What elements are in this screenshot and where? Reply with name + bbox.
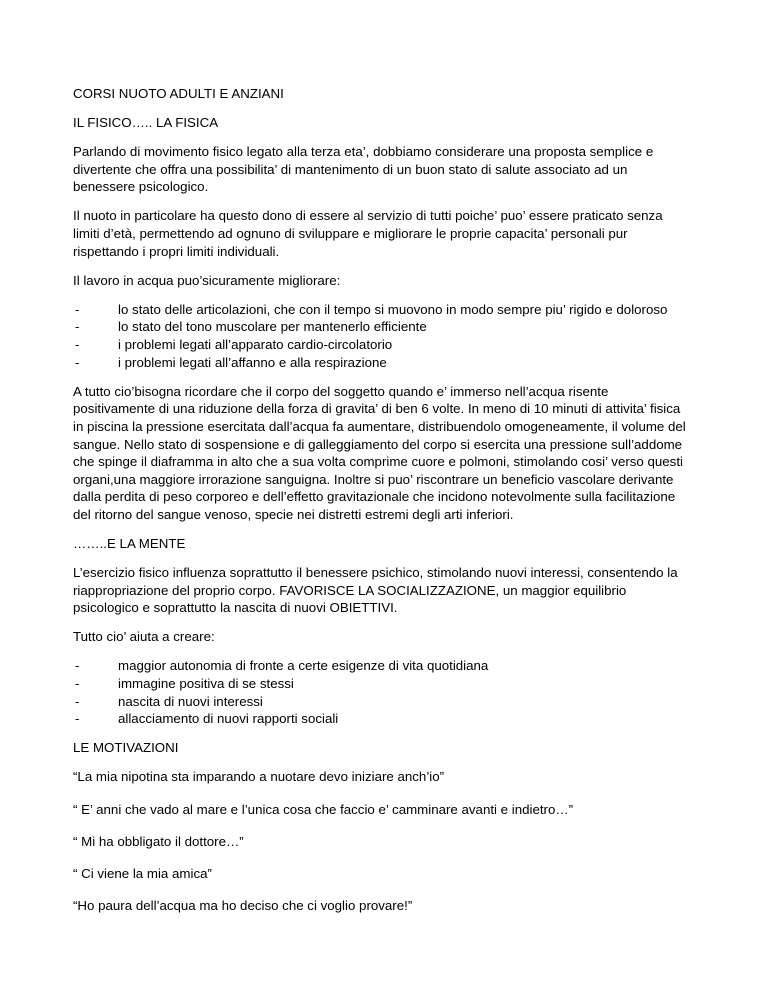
mind-benefits-list — [73, 657, 692, 727]
list-item: - immagine positiva di se stessi — [75, 676, 294, 692]
paragraph-esercizio: L’esercizio fisico influenza soprattutto il benessere psichico, stimolando nuovi interessi, consentendo la riappropriazione del proprio corpo. FAVORISCE LA SOCIALIZZAZIONE, un maggior equilibrio psicologico e soprattutto la nascita di nuovi OBIETTIVI. — [73, 565, 678, 616]
list-item: - i problemi legati all’affanno e alla respirazione — [75, 354, 387, 370]
quote-line: “ E’ anni che vado al mare e l’unica cosa che faccio e’ camminare avanti e indietro…” — [73, 801, 574, 817]
quote-line: “Ho paura dell’acqua ma ho deciso che ci voglio provare!” — [73, 897, 413, 913]
paragraph-gravita: A tutto cio’bisogna ricordare che il corpo del soggetto quando e’ immerso nell’acqua risente positivamente di una riduzione della forza di gravita’ di ben 6 volte. In meno di 10 minuti di attivita’ fisica in piscina la pressione esercitata dall’acqua fa aumentare, distribuendolo omogeneamente, il volume del sangue. Nello stato di sospensione e di galleggiamento del corpo si esercita una pressione sull’addome che spinge il diaframma in alto che a sua volta comprime cuore e polmoni, stimolando cosi’ verso questi organi,una maggiore irrorazione sanguigna. Inoltre si puo’ riscontrare un beneficio vascolare derivante dalla perdita di peso corporeo e dell’effetto gravitazionale che incidono notevolmente sulla facilitazione del ritorno del sangue venoso, specie nei distretti estremi degli arti inferiori. — [73, 383, 686, 522]
list-item: - allacciamento di nuovi rapporti sociali — [75, 711, 339, 727]
list-item: - lo stato del tono muscolare per mantenerlo efficiente — [75, 319, 427, 335]
list-item: - i problemi legati all’apparato cardio-circolatorio — [75, 337, 393, 353]
dash-bullet: - — [75, 337, 80, 353]
dash-bullet: - — [75, 676, 80, 692]
quote-line: “La mia nipotina sta imparando a nuotare devo iniziare anch’io” — [73, 769, 445, 785]
quote-line: “ Ci viene la mia amica” — [73, 865, 212, 881]
dash-bullet: - — [75, 301, 80, 317]
list-item: - lo stato delle articolazioni, che con il tempo si muovono in modo sempre piu’ rigido e doloroso — [75, 301, 668, 317]
paragraph-nuoto: Il nuoto in particolare ha questo dono di essere al servizio di tutti poiche’ puo’ essere praticato senza limiti d’età, permettendo ad ognuno di sviluppare e migliorare le proprie capacita’ personali pur rispettando i propri limiti individuali. — [73, 208, 663, 259]
section-heading-motivazioni: LE MOTIVAZIONI — [73, 740, 179, 756]
section-heading-mente: ……..E LA MENTE — [73, 535, 186, 551]
dash-bullet: - — [75, 319, 80, 335]
paragraph-lavoro-acqua: Il lavoro in acqua puo’sicuramente migliorare: — [73, 272, 341, 288]
document-title: CORSI NUOTO ADULTI E ANZIANI — [73, 86, 284, 101]
dash-bullet: - — [75, 354, 80, 370]
dash-bullet: - — [75, 658, 80, 674]
paragraph-tutto-cio: Tutto cio’ aiuta a creare: — [73, 629, 215, 645]
paragraph-intro: Parlando di movimento fisico legato alla terza eta’, dobbiamo considerare una proposta semplice e divertente che offra una possibilita’ di mantenimento di un buon stato di salute associato ad un benessere psicologico. — [73, 144, 654, 195]
list-item: - nascita di nuovi interessi — [75, 693, 263, 709]
list-item: - maggior autonomia di fronte a certe esigenze di vita quotidiana — [75, 658, 489, 674]
dash-bullet: - — [75, 711, 80, 727]
section-heading-fisico: IL FISICO….. LA FISICA — [73, 115, 219, 131]
quote-line: “ Mi ha obbligato il dottore…” — [73, 833, 244, 849]
dash-bullet: - — [75, 693, 80, 709]
benefits-list — [73, 301, 692, 371]
